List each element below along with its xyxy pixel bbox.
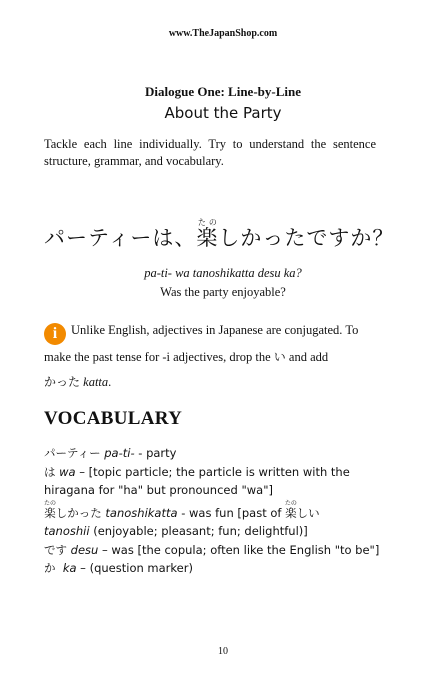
vocabulary-heading: VOCABULARY: [44, 408, 183, 429]
vocab-jp: です: [44, 542, 67, 557]
sentence-romaji: pa-ti- wa tanoshikatta desu ka?: [144, 266, 302, 280]
vocab-romaji: pa-ti-: [104, 446, 135, 460]
page-number: 10: [218, 646, 228, 657]
site-url: www.TheJapanShop.com: [168, 28, 278, 39]
vocab-def: – (question marker): [76, 561, 193, 575]
vocab-furigana-2: たの: [284, 499, 297, 507]
section-title: Dialogue One: Line-by-Line: [144, 84, 301, 99]
vocab-romaji-2: tanoshii: [44, 524, 90, 538]
sentence-furigana: たの: [196, 218, 219, 227]
vocab-jp: か: [44, 561, 56, 575]
note-text-2: and add: [288, 350, 329, 364]
vocab-kana-2: しい: [296, 505, 320, 520]
vocab-item-ka: [44, 559, 384, 578]
vocab-item-desu: [44, 541, 384, 560]
vocab-romaji: tanoshikatta: [105, 505, 178, 520]
section-subtitle: About the Party: [164, 104, 282, 122]
vocab-jp: は: [44, 464, 56, 479]
vocab-kanji-ruby-2: 楽たの: [284, 499, 297, 520]
sentence-part-1: パーティーは、: [44, 226, 197, 250]
vocab-def: – [topic particle; the particle is written with the hiragana for "ha" but pronounced "wa"]: [44, 464, 350, 497]
vocab-kanji-ruby: 楽たの: [44, 499, 57, 520]
vocab-romaji: wa: [59, 464, 76, 479]
intro-paragraph: Tackle each line individually. Try to understand the sentence structure, grammar, and vocabulary.: [44, 137, 376, 168]
vocab-item-tanoshikatta: [44, 500, 384, 541]
vocab-item-party: [44, 444, 384, 463]
note-jp-katta: かった: [44, 375, 81, 389]
vocab-def-2: (enjoyable; pleasant; fun; delightful)]: [89, 524, 308, 538]
japanese-sentence: [44, 218, 404, 256]
vocab-def: – was [the copula; often like the English "to be"]: [98, 542, 380, 557]
note-text-1: Unlike English, adjectives in Japanese are conjugated. To make the past tense for -i adjectives, drop the: [44, 323, 359, 364]
sentence-kanji-ruby: 楽たの: [196, 218, 219, 250]
grammar-note: [44, 318, 380, 395]
sentence-part-2: しかったですか？: [218, 226, 395, 250]
vocab-def: - was fun [past of: [177, 505, 286, 520]
vocab-furigana: たの: [44, 499, 57, 507]
vocabulary-list: [44, 444, 384, 578]
info-icon: i: [44, 323, 66, 345]
vocab-romaji: desu: [70, 542, 99, 557]
vocab-kana: しかった: [55, 505, 102, 520]
note-jp-i: い: [273, 350, 286, 364]
note-romaji-katta: katta: [83, 375, 109, 389]
vocab-item-wa: [44, 463, 384, 500]
vocab-jp: パーティー: [44, 446, 101, 460]
vocab-romaji: ka: [62, 561, 77, 575]
sentence-translation: Was the party enjoyable?: [160, 285, 286, 299]
note-end: .: [108, 375, 112, 389]
vocab-def: - party: [134, 446, 177, 460]
